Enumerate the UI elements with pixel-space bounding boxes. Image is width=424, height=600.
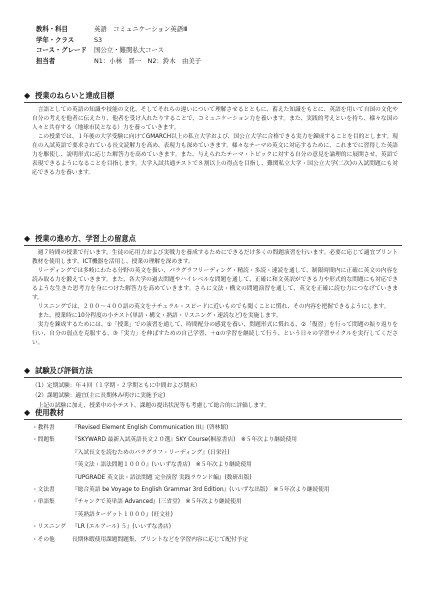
meta-course (36, 45, 201, 56)
material-text: 『チャンクで英単語 Advanced』(三省堂) ※５年次より継続使用 (72, 499, 242, 506)
section-title: 試験及び評価方法 (35, 366, 93, 375)
diamond-icon: ◆ (24, 408, 31, 417)
meta-subject (36, 24, 201, 35)
meta-course-key: コース・グレード (36, 46, 87, 54)
course-meta (36, 24, 201, 66)
material-row (32, 496, 398, 508)
meta-teacher-key: 担当者 (36, 56, 56, 65)
material-label: ・文法書 (32, 487, 55, 494)
material-text: 『入試長文を読むためのパラグラフ・リーディング』(日栄社) (72, 449, 230, 456)
section-materials (24, 407, 402, 546)
material-text: 『LR (エルアール) ５』(いいずな書店) (72, 524, 171, 531)
section-title: 授業の進め方、学習上の留意点 (35, 234, 136, 243)
material-label: ・単語集 (32, 499, 55, 506)
meta-teacher (36, 56, 201, 67)
meta-subject-key: 教科・科目 (36, 25, 68, 33)
material-row (32, 434, 398, 446)
paragraph: 言語としての英語の知識や技能の文化、そしてそれらの違いについて理解させるとともに、蓄えた知識をもとに、英語を用いて自国の文化や自分の考えを他者に伝えたり、他者を受け入れたりすることで、コミュニケーション力を養います。また、実践的考えといを持ち、様々な国の人々と共存する（地球市民となる）力を養っていきます。 (32, 107, 398, 132)
meta-teacher-value: N1：小林 晋一 N2：鈴木 由美子 (94, 56, 202, 65)
paragraph: この授業では、１年後の大学受験に向けてGMARCH以上の私立大学および、国公立大学に合格できる実力を錬成することを目的とします。現在の入試英語で要求されている長文読解力を高め、表現力も深めていきます。様々なテーマの英文に対応するために、これまでに習得した英語力を駆使し、説明形式に応じた解答力を高めていきます。また、与えられたテーマ・トピックに対する自分の意見を論理的に展開させ、英語で表現できるようになることを目指します。大学入試共通テストで８割以上の得点を目指し、難関私立大学・国公立大学(二次)の入試問題にも対応できる力を養います。 (32, 134, 398, 177)
material-text: 長期休暇使用課題問題集、プリントなどを学習内容に応じて配付予定 (72, 536, 249, 543)
paragraph: 週７時間の授業で行います。生徒の応用力および実戦力を養成するためにできるだけ多くの問題演習を行います。必要に応じて適宜プリント教材を使用します。ICT機器を活用し、授業の理解を深めます。 (32, 250, 398, 266)
material-label (32, 509, 72, 521)
section-body (24, 420, 402, 546)
material-row (32, 509, 398, 521)
section-heading (24, 90, 402, 103)
material-row (32, 472, 398, 484)
material-row (32, 534, 398, 546)
evaluation-line: （1）定期試験：年４回（１学期・２学期ともに中間および期末） (32, 383, 201, 389)
paragraph: また、授業時に10分程度の小テスト(単語・構文・熟語・リスニング・速読など)を実施します。 (37, 313, 282, 320)
material-row (32, 484, 398, 496)
section-heading (24, 365, 402, 378)
paragraph: リスニングでは、２００～４００語の英文をナチュラル・スピードに近いものでも聞くことに慣れ、その内容を把握できるようにします。 (37, 304, 390, 311)
material-text: 『英熟語ターゲット１０００』(旺文社) (72, 511, 173, 518)
section-body (24, 103, 402, 178)
diamond-icon: ◆ (24, 234, 31, 243)
section-aims (24, 90, 402, 178)
section-heading (24, 407, 402, 420)
material-text: 『英文法・語法問題１０００』(いいずな書店) ※５年次より継続使用 (72, 462, 252, 469)
paragraph: 実力を錬成するためには、①「授業」での演習を通して、時間配分の感覚を養い、問題形式に慣れる、②「復習」を行って問題の振り返りを行い、自分の弱点を克服する、③「実力」を伸ばすための自己学習、＋αの学習を継続して行う、という日々の学習サイクルを実行してください。 (32, 322, 398, 347)
material-label: ・教科書 (32, 425, 55, 431)
material-label (32, 472, 72, 484)
paragraph: リーディングでは多岐にわたる分野の英文を扱い、パラグラフリーディング・精読・多読・速読を通して、制限時間内に正確に英文の内容を読み取る力を鍛えていきます。また、各大学の過去問題やハイレベルな問題を通して、正確に和文英訳ができる力や形式的な問題にも対応できるような生きた思考力を身につけた解答力を高めていきます。さらに文法・構文の問題演習を通して、英文を正確に読む力につなげていきます。 (32, 268, 398, 302)
section-title: 授業のねらいと達成目標 (35, 91, 115, 100)
material-text: 『Revised Element English Communication III』(啓林館) (72, 425, 229, 431)
section-heading (24, 233, 402, 246)
meta-grade-value: S3 (94, 35, 103, 44)
diamond-icon: ◆ (24, 91, 31, 100)
material-text: 『SKYWARD 最新入試英語長文２０選』SKY Course(桐原書店) ※５年次より継続使用 (72, 437, 297, 444)
material-row (32, 521, 398, 533)
material-text: 『総合英語 be Voyage to English Grammar 3rd Edition』(いいずな出版) ※５年次より継続使用 (72, 487, 330, 494)
meta-grade (36, 35, 201, 46)
material-label (32, 459, 72, 471)
material-row (32, 447, 398, 459)
section-title: 使用教材 (35, 408, 64, 417)
evaluation-line: 上記の試験に加え、授業中の小テスト、課題の提出状況等も考慮して総合的に評価します。 (32, 403, 271, 409)
material-label (32, 447, 72, 459)
section-evaluation (24, 365, 402, 411)
section-method (24, 233, 402, 349)
material-text: 『UPGRADE 英文法・語法問題 完全演習 実践ラウンド編』(数研出版) (72, 474, 252, 481)
diamond-icon: ◆ (24, 366, 31, 375)
meta-grade-key: 学年・クラス (36, 35, 75, 44)
section-body (24, 246, 402, 349)
material-label: ・問題集 (32, 437, 55, 444)
meta-subject-value: 英語 コミュニケーション英語Ⅲ (94, 25, 188, 33)
material-label: ・その他 (32, 536, 55, 543)
meta-course-value: 国公立・難関私大コース (94, 46, 164, 54)
material-row (32, 422, 398, 434)
evaluation-line: （2）課題試験：適宜(主に長期休み明けに実施予定) (32, 393, 166, 399)
material-row (32, 459, 398, 471)
material-label: ・リスニング (32, 524, 66, 531)
